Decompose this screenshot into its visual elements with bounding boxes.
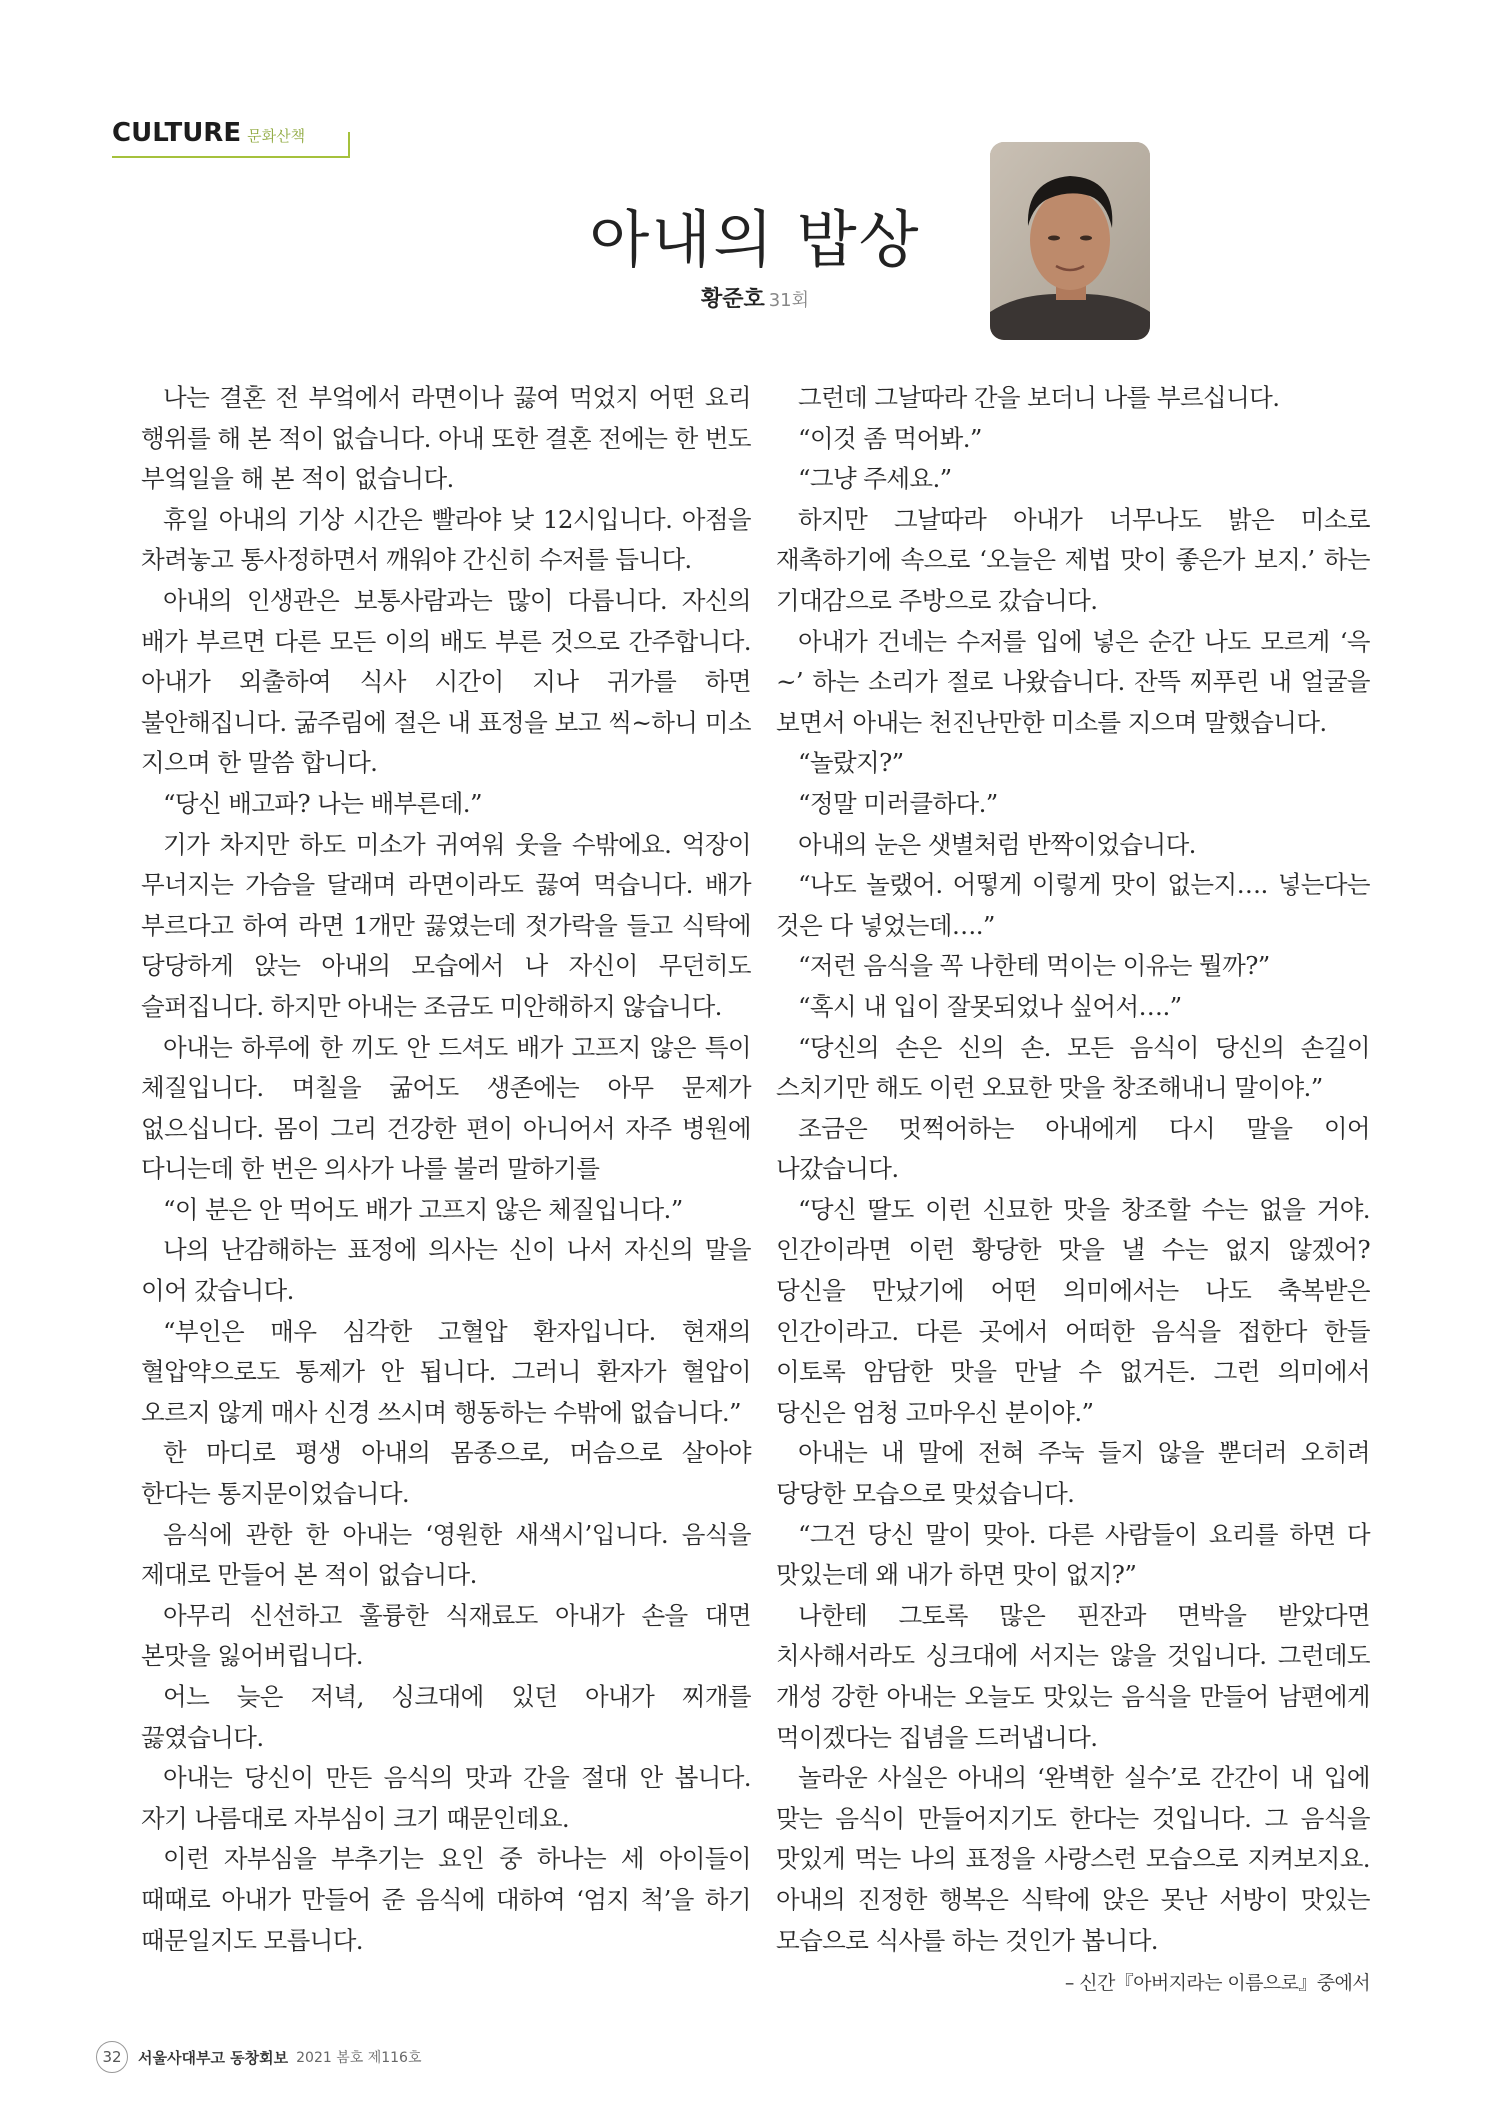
paragraph: 그런데 그날따라 간을 보더니 나를 부르십니다. xyxy=(798,383,1280,412)
paragraph: 아내의 인생관은 보통사람과는 많이 다릅니다. 자신의 배가 부르면 다른 모든 이의 배도 부른 것으로 간주합니다. 아내가 외출하여 식사 시간이 지나 귀가를 하면 불안해집니다. 굶주림에 절은 내 표정을 보고 씩~하니 미소 지으며 한 말씀 합니다. xyxy=(141,585,751,778)
section-title-ko: 문화산책 xyxy=(247,127,306,145)
paragraph: 나한테 그토록 많은 핀잔과 면박을 받았다면 치사해서라도 싱크대에 서지는 않을 것입니다. 그런데도 개성 강한 아내는 오늘도 맛있는 음식을 만들어 남편에게 먹이겠다는 집념을 드러냅니다. xyxy=(776,1600,1370,1752)
section-header xyxy=(112,118,352,158)
page-footer xyxy=(96,2040,421,2074)
author-name: 황준호 xyxy=(700,287,765,312)
paragraph: 아내의 눈은 샛별처럼 반짝이었습니다. xyxy=(798,829,1196,859)
paragraph: “저런 음식을 꼭 나한테 먹이는 이유는 뭘까?” xyxy=(798,951,1270,981)
source-note: – 신간『아버지라는 이름으로』중에서 xyxy=(1064,1972,1370,1995)
paragraph: “놀랐지?” xyxy=(798,748,904,778)
issue-info: 2021 봄호 제116호 xyxy=(296,2050,422,2066)
paragraph: 나는 결혼 전 부엌에서 라면이나 끓여 먹었지 어떤 요리 행위를 해 본 적이 없습니다. 아내 또한 결혼 전에는 한 번도 부엌일을 해 본 적이 없습니다. xyxy=(141,383,751,494)
paragraph: 한 마디로 평생 아내의 몸종으로, 머슴으로 살아야 한다는 통지문이었습니다. xyxy=(141,1438,751,1509)
paragraph: 음식에 관한 한 아내는 ‘영원한 새색시’입니다. 음식을 제대로 만들어 본 적이 없습니다. xyxy=(141,1519,751,1590)
paragraph: “이것 좀 먹어봐.” xyxy=(798,423,982,453)
paragraph: 나의 난감해하는 표정에 의사는 신이 나서 자신의 말을 이어 갔습니다. xyxy=(141,1235,751,1306)
article-title: 아내의 밥상 xyxy=(589,203,921,276)
paragraph: “이 분은 안 먹어도 배가 고프지 않은 체질입니다.” xyxy=(163,1194,683,1224)
article-heading xyxy=(560,200,950,313)
paragraph: “정말 미러클하다.” xyxy=(798,788,998,818)
paragraph: 이런 자부심을 부추기는 요인 중 하나는 세 아이들이 때때로 아내가 만들어 준 음식에 대하여 ‘엄지 척’을 하기 때문일지도 모릅니다. xyxy=(141,1844,751,1955)
paragraph: “그건 당신 말이 맞아. 다른 사람들이 요리를 하면 다 맛있는데 왜 내가 하면 맛이 없지?” xyxy=(776,1519,1370,1590)
paragraph: 아내는 내 말에 전혀 주눅 들지 않을 뿐더러 오히려 당당한 모습으로 맞섰습니다. xyxy=(776,1438,1370,1509)
column-left xyxy=(141,378,751,1961)
byline xyxy=(560,282,950,313)
paragraph: 놀라운 사실은 아내의 ‘완벽한 실수’로 간간이 내 입에 맞는 음식이 만들어지기도 한다는 것입니다. 그 음식을 맛있게 먹는 나의 표정을 사랑스런 모습으로 지켜보지요. 아내의 진정한 행복은 식탁에 앉은 못난 서방이 맛있는 모습으로 식사를 하는 것인가 봅니다. xyxy=(776,1763,1370,1955)
paragraph: 조금은 멋쩍어하는 아내에게 다시 말을 이어 나갔습니다. xyxy=(776,1113,1370,1184)
section-tick-mark xyxy=(348,132,350,158)
author-cohort: 31회 xyxy=(768,290,810,311)
section-underline xyxy=(112,156,350,158)
paragraph: “당신 배고파? 나는 배부른데.” xyxy=(163,788,482,818)
paragraph: 아내는 당신이 만든 음식의 맛과 간을 절대 안 봅니다. 자기 나름대로 자부심이 크기 때문인데요. xyxy=(141,1763,751,1833)
paragraph: 아내가 건네는 수저를 입에 넣은 순간 나도 모르게 ‘윽~’ 하는 소리가 절로 나왔습니다. 잔뜩 찌푸린 내 얼굴을 보면서 아내는 천진난만한 미소를 지으며 말했습니다. xyxy=(776,626,1370,737)
paragraph: “당신 딸도 이런 신묘한 맛을 창조할 수는 없을 거야. 인간이라면 이런 황당한 맛을 낼 수는 없지 않겠어? 당신을 만났기에 어떤 의미에서는 나도 축복받은 인간이라고. 다른 곳에서 어떠한 음식을 접한다 한들 이토록 암담한 맛을 만날 수 없거든. 그런 의미에서 당신은 엄청 고마우신 분이야.” xyxy=(776,1194,1370,1427)
paragraph: 어느 늦은 저녁, 싱크대에 있던 아내가 찌개를 끓였습니다. xyxy=(141,1682,751,1752)
paragraph: “혹시 내 입이 잘못되었나 싶어서….” xyxy=(798,991,1182,1021)
paragraph: “그냥 주세요.” xyxy=(798,464,952,494)
paragraph: “당신의 손은 신의 손. 모든 음식이 당신의 손길이 스치기만 해도 이런 오묘한 맛을 창조해내니 말이야.” xyxy=(776,1032,1370,1103)
publication-name: 서울사대부고 동창회보 xyxy=(138,2048,289,2067)
author-photo xyxy=(990,142,1150,340)
paragraph: 휴일 아내의 기상 시간은 빨라야 낮 12시입니다. 아점을 차려놓고 통사정하면서 깨워야 간신히 수저를 듭니다. xyxy=(141,504,751,575)
paragraph: 아무리 신선하고 훌륭한 식재료도 아내가 손을 대면 본맛을 잃어버립니다. xyxy=(141,1600,751,1671)
paragraph: 기가 차지만 하도 미소가 귀여워 웃을 수밖에요. 억장이 무너지는 가슴을 달래며 라면이라도 끓여 먹습니다. 배가 부르다고 하여 라면 1개만 끓였는데 젓가락을 들고 식탁에 당당하게 앉는 아내의 모습에서 나 자신이 무던히도 슬퍼집니다. 하지만 아내는 조금도 미안해하지 않습니다. xyxy=(141,829,751,1021)
paragraph: 하지만 그날따라 아내가 너무나도 밝은 미소로 재촉하기에 속으로 ‘오늘은 제법 맛이 좋은가 보지.’ 하는 기대감으로 주방으로 갔습니다. xyxy=(776,504,1370,615)
paragraph: 아내는 하루에 한 끼도 안 드셔도 배가 고프지 않은 특이 체질입니다. 며칠을 굶어도 생존에는 아무 문제가 없으십니다. 몸이 그리 건강한 편이 아니어서 자주 병원에 다니는데 한 번은 의사가 나를 불러 말하기를 xyxy=(141,1032,751,1184)
paragraph: “부인은 매우 심각한 고혈압 환자입니다. 현재의 혈압약으로도 통제가 안 됩니다. 그러니 환자가 혈압이 오르지 않게 매사 신경 쓰시며 행동하는 수밖에 없습니다.” xyxy=(141,1316,751,1427)
paragraph: “나도 놀랬어. 어떻게 이렇게 맛이 없는지…. 넣는다는 것은 다 넣었는데….” xyxy=(776,870,1370,940)
page-number: 32 xyxy=(96,2041,128,2073)
column-right xyxy=(776,378,1370,2004)
author-portrait-image xyxy=(990,142,1150,340)
section-title-en: CULTURE xyxy=(112,118,242,148)
